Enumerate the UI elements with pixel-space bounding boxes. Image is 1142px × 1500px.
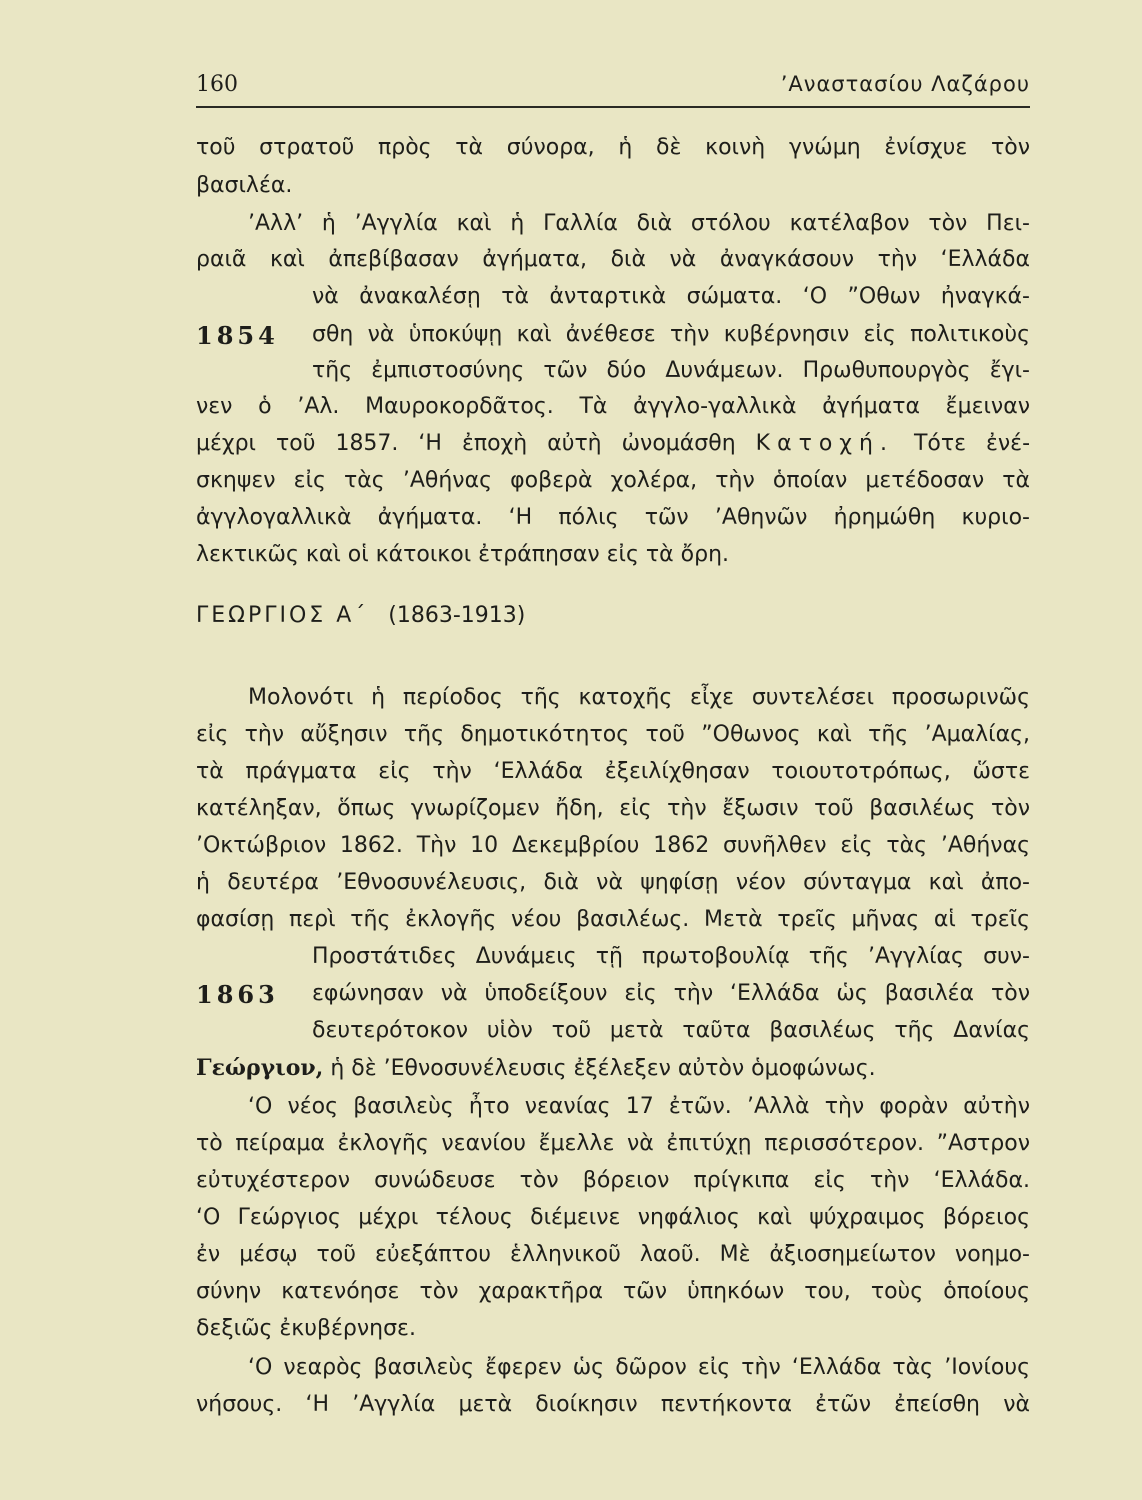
text-line: σύνην κατενόησε τὸν χαρακτῆρα τῶν ὑπηκόων του, τοὺς ὁποίους xyxy=(196,1279,1030,1304)
text-line: Μολονότι ἡ περίοδος τῆς κατοχῆς εἶχε συντελέσει προσωρινῶς xyxy=(248,685,1030,710)
line-text: Τότε ἐνέ- xyxy=(913,431,1031,456)
text-line: ‘Ο νέος βασιλεὺς ἦτο νεανίας 17 ἐτῶν. ’Αλλὰ τὴν φορὰν αὐτὴν xyxy=(248,1094,1030,1119)
text-line: νεν ὁ ’Αλ. Μαυροκορδᾶτος. Τὰ ἀγγλο-γαλλικὰ ἀγήματα ἔμειναν xyxy=(196,394,1030,419)
text-line: ραιᾶ καὶ ἀπεβίβασαν ἀγήματα, διὰ νὰ ἀναγκάσουν τὴν ‘Ελλάδα xyxy=(196,247,1030,272)
text-line: βασιλέα. xyxy=(196,173,293,198)
text-line: εὐτυχέστερον συνώδευσε τὸν βόρειον πρίγκιπα εἰς τὴν ‘Ελλάδα. xyxy=(196,1168,1030,1193)
text-line: ἐν μέσῳ τοῦ εὐεξάπτου ἑλληνικοῦ λαοῦ. Μὲ ἀξιοσημείωτον νοημο- xyxy=(196,1242,1030,1267)
text-line: λεκτικῶς καὶ οἱ κάτοικοι ἐτράπησαν εἰς τὰ ὄρη. xyxy=(196,542,730,567)
text-line xyxy=(196,430,1030,458)
text-line: ‘Ο νεαρὸς βασιλεὺς ἔφερεν ὡς δῶρον εἰς τὴν ‘Ελλάδα τὰς ’Ιονίους xyxy=(248,1355,1030,1380)
text-line: ἡ δευτέρα ’Εθνοσυνέλευσις, διὰ νὰ ψηφίσῃ νέον σύνταγμα καὶ ἀπο- xyxy=(196,870,1030,895)
running-title: ’Αναστασίου Λαζάρου xyxy=(780,72,1030,96)
text-line xyxy=(196,1054,1030,1083)
text-line: ’Οκτώβριον 1862. Τὴν 10 Δεκεμβρίου 1862 συνῆλθεν εἰς τὰς ’Αθήνας xyxy=(196,833,1030,858)
section-heading xyxy=(196,602,525,630)
line-text: ἡ δὲ ’Εθνοσυνέλευσις ἐξέλεξεν αὐτὸν ὁμοφώνως. xyxy=(330,1056,876,1081)
margin-year-1854: 1854 xyxy=(196,321,279,350)
page-number: 160 xyxy=(196,72,238,97)
text-line: Προστάτιδες Δυνάμεις τῇ πρωτοβουλίᾳ τῆς ’Αγγλίας συν- xyxy=(312,944,1030,969)
text-line: τὰ πράγματα εἰς τὴν ‘Ελλάδα ἐξειλίχθησαν τοιουτοτρόπως, ὥστε xyxy=(196,759,1030,784)
text-line: δεξιῶς ἐκυβέρνησε. xyxy=(196,1316,416,1341)
text-line: ἀγγλογαλλικὰ ἀγήματα. ‘Η πόλις τῶν ’Αθηνῶν ἠρημώθη κυριο- xyxy=(196,505,1030,530)
text-line: τοῦ στρατοῦ πρὸς τὰ σύνορα, ἡ δὲ κοινὴ γνώμη ἐνίσχυε τὸν xyxy=(196,135,1030,160)
text-line: δευτερότοκον υἱὸν τοῦ μετὰ ταῦτα βασιλέως τῆς Δανίας xyxy=(312,1018,1030,1043)
line-text: μέχρι τοῦ 1857. ‘Η ἐποχὴ αὐτὴ ὠνομάσθη xyxy=(196,431,736,456)
text-line: σθη νὰ ὑποκύψῃ καὶ ἀνέθεσε τὴν κυβέρνησιν εἰς πολιτικοὺς xyxy=(312,322,1030,347)
header-rule xyxy=(196,106,1030,108)
margin-year-1863: 1863 xyxy=(196,980,279,1009)
text-line: ‘Ο Γεώργιος μέχρι τέλους διέμεινε νηφάλιος καὶ ψύχραιμος βόρειος xyxy=(196,1205,1030,1230)
text-line: τῆς ἐμπιστοσύνης τῶν δύο Δυνάμεων. Πρωθυπουργὸς ἔγι- xyxy=(312,358,1030,383)
text-line: εφώνησαν νὰ ὑποδείξουν εἰς τὴν ‘Ελλάδα ὡς βασιλέα τὸν xyxy=(312,981,1030,1006)
text-line: σκηψεν εἰς τὰς ’Αθήνας φοβερὰ χολέρα, τὴν ὁποίαν μετέδοσαν τὰ xyxy=(196,468,1030,493)
term-katochi: Κατοχή. xyxy=(755,431,894,456)
heading-name: ΓΕΩΡΓΙΟΣ Α΄ xyxy=(196,603,369,628)
heading-years: (1863-1913) xyxy=(388,603,526,628)
text-line: εἰς τὴν αὔξησιν τῆς δημοτικότητος τοῦ ”Οθωνος καὶ τῆς ’Αμαλίας, xyxy=(196,722,1030,747)
text-line: ’Αλλ’ ἡ ’Αγγλία καὶ ἡ Γαλλία διὰ στόλου κατέλαβον τὸν Πει- xyxy=(248,211,1030,236)
text-line: νήσους. ‘Η ’Αγγλία μετὰ διοίκησιν πεντήκοντα ἐτῶν ἐπείσθη νὰ xyxy=(196,1392,1030,1417)
text-line: φασίσῃ περὶ τῆς ἐκλογῆς νέου βασιλέως. Μετὰ τρεῖς μῆνας αἱ τρεῖς xyxy=(196,907,1030,932)
text-line: νὰ ἀνακαλέσῃ τὰ ἀνταρτικὰ σώματα. ‘Ο ”Οθων ἠναγκά- xyxy=(312,284,1030,309)
text-line: κατέληξαν, ὅπως γνωρίζομεν ἤδη, εἰς τὴν ἔξωσιν τοῦ βασιλέως τὸν xyxy=(196,796,1030,821)
text-line: τὸ πείραμα ἐκλογῆς νεανίου ἔμελλε νὰ ἐπιτύχῃ περισσότερον. ”Αστρον xyxy=(196,1131,1030,1156)
name-georgion: Γεώργιον, xyxy=(196,1055,324,1081)
